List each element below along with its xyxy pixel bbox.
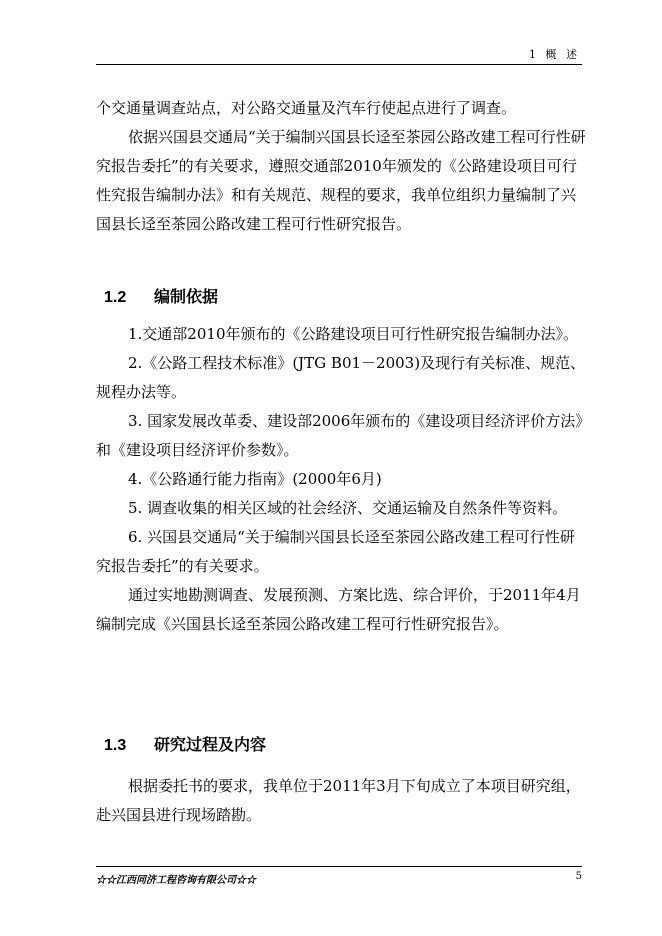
section-number: 1.2	[104, 289, 127, 306]
section-heading-1-3	[104, 732, 266, 755]
intro-block	[96, 94, 586, 239]
list-item: 2.《公路工程技术标准》(JTG B01－2003)及现行有关标准、规范、规程办法等。	[96, 354, 586, 401]
footer-company	[96, 871, 256, 886]
intro-paragraph: 依据兴国县交通局“关于编制兴国县长迳至茶园公路改建工程可行性研究报告委托”的有关要求，遵照交通部2010年颁发的《公路建设项目可行性究报告编制办法》和有关规范、规程的要求，我单位组织力量编制了兴国县长迳至茶园公路改建工程可行性研究报告。	[96, 128, 586, 233]
intro-line: 个交通量调查站点，对公路交通量及汽车行使起点进行了调查。	[96, 99, 517, 117]
conclusion-paragraph: 通过实地勘测调查、发展预测、方案比选、综合评价，于2011年4月编制完成《兴国县长迳至茶园公路改建工程可行性研究报告》。	[96, 586, 581, 633]
list-item: 3. 国家发展改革委、建设部2006年颁布的《建设项目经济评价方法》和《建设项目经济评价参数》。	[96, 412, 583, 459]
star-icon: ☆☆	[236, 875, 256, 886]
page-footer	[96, 866, 582, 887]
company-name: 江西同济工程咨询有限公司	[116, 875, 236, 886]
star-icon: ☆☆	[96, 875, 116, 886]
section-title: 研究过程及内容	[154, 737, 267, 754]
section-title: 编制依据	[154, 289, 219, 306]
basis-list	[96, 320, 586, 639]
section-heading-1-2	[104, 284, 218, 307]
list-item: 4.《公路通行能力指南》(2000年6月)	[128, 470, 382, 488]
process-block	[96, 772, 586, 830]
chapter-title: 1 概 述	[529, 48, 580, 61]
process-paragraph: 根据委托书的要求，我单位于2011年3月下旬成立了本项目研究组，赴兴国县进行现场踏勘。	[96, 777, 581, 824]
section-number: 1.3	[104, 737, 127, 754]
list-item: 1.交通部2010年颁布的《公路建设项目可行性研究报告编制办法》。	[128, 325, 578, 343]
list-item: 6. 兴国县交通局“关于编制兴国县长迳至茶园公路改建工程可行性研究报告委托”的有关要求。	[96, 528, 575, 575]
list-item: 5. 调查收集的相关区域的社会经济、交通运输及自然条件等资料。	[128, 499, 568, 517]
page-header	[96, 40, 582, 65]
page-number: 5	[575, 871, 582, 882]
